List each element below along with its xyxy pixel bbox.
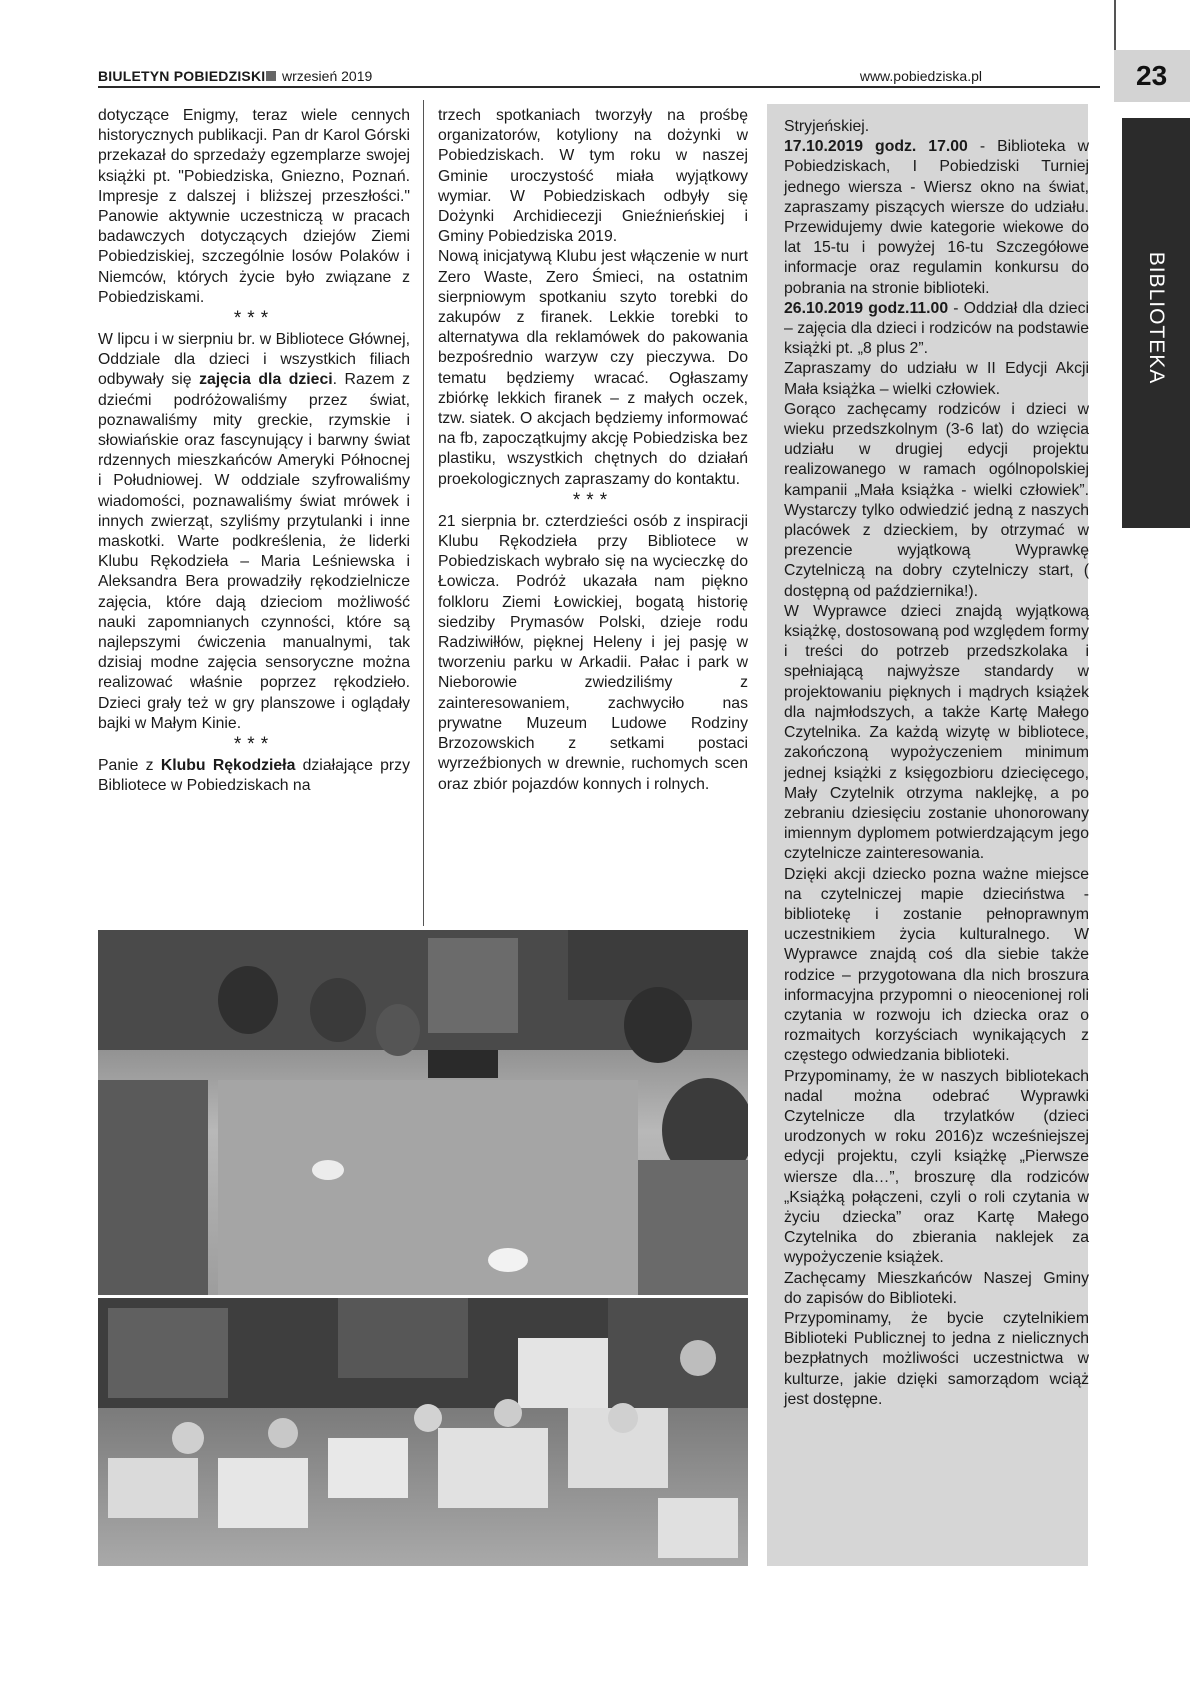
separator-stars: *** — [572, 489, 614, 511]
paragraph: Nową inicjatywą Klubu jest włączenie w nurt Zero Waste, Zero Śmieci, na ostatnim sierpniowym spotkaniu szyto torebki do zakupów z firanek. Lekkie torebki to alternatywa dla reklamówek do pakowania bezpośrednio warzyw czy pieczywa. Do tematu będziemy wracać. Ogłaszamy zbiórkę lekkich firanek – z małych oczek, tzw. siatek. O akcjach będziemy informować na fb, zapoczątkujmy akcję Pobiedziska bez plastiku, wszystkich chętnych do działań proekologicznych zapraszamy do kontaktu. — [438, 248, 748, 488]
article-column-1 — [98, 106, 410, 797]
photo-crafts-workshop — [98, 930, 748, 1295]
paragraph: Zachęcamy Mieszkańców Naszej Gminy do zapisów do Biblioteki. — [784, 1269, 1089, 1307]
page-number: 23 — [1136, 60, 1168, 91]
text-run: działające przy Bibliotece w Pobiedziskach na — [98, 757, 410, 795]
event-text: - Oddział dla dzieci – zajęcia dla dzieci i rodziców na podstawie książki pt. „8 plus 2”. — [784, 299, 1089, 358]
issue-date: wrzesień 2019 — [282, 68, 373, 84]
paragraph: Zapraszamy do udziału w II Edycji Akcji Mała książka – wielki człowiek. — [784, 360, 1089, 398]
event-date: 17.10.2019 godz. 17.00 — [784, 138, 968, 156]
paragraph: trzech spotkaniach tworzyły na prośbę organizatorów, kotyliony na dożynki w Pobiedziskach. W tym roku w naszej Gminie uroczystość miała wyjątkowy wymiar. W Pobiedziskach odbyły się Dożynki Archidiecezji Gnieźnieńskiej i Gminy Pobiedziska 2019. — [438, 107, 748, 246]
event-entry — [784, 299, 1089, 360]
paragraph: W Wyprawce dzieci znajdą wyjątkową książkę, dostosowaną pod względem formy i treści do potrzeb przedszkolaka i spełniającą najwyższe standardy w projektowaniu pięknych i mądrych książek dla najmłodszych, a także Kartę Małego Czytelnika. Za każdą wizytę w bibliotece, zakończoną wypożyczeniem minimum jednej książki z księgozbioru dziecięcego, Mały Czytelnik otrzyma naklejkę, a po zebraniu dziesięciu zostanie uhonorowany imiennym dyplomem potwierdzającym jego czytelnicze zainteresowania. — [784, 602, 1089, 863]
event-text: - Biblioteka w Pobiedziskach, I Pobiedziski Turniej jednego wiersza - Wiersz okno na świat, zapraszamy piszących wiersze do udziału. Przewidujemy dwie kategorie wiekowe do lat 15-tu i powyżej 16-tu Szczegółowe informacje oraz regulamin konkursu do pobrania na stronie biblioteki. — [784, 138, 1089, 297]
text-run: W lipcu i w sierpniu br. w Bibliotece Głównej, Oddziale dla dzieci i wszystkich filiach odbywały się — [98, 331, 410, 389]
header-rule — [98, 86, 1100, 88]
bold-phrase: Klubu Rękodzieła — [160, 757, 296, 775]
section-label: BIBLIOTEKA — [1145, 251, 1168, 385]
paragraph: Przypominamy, że w naszych bibliotekach nadal można odebrać Wyprawki Czytelnicze dla trzylatków (dzieci urodzonych w roku 2016)z wcześniejszej edycji projektu, czyli książkę „Pierwsze wiersze dla…”, broszurę dla rodziców „Książką połączeni, czyli o roli czytania w życiu dziecka” oraz Kartę Małego Czytelnika do zbierania naklejek za wypożyczenie książek. — [784, 1067, 1089, 1267]
article-column-3 — [768, 113, 1099, 1418]
event-entry — [784, 137, 1089, 299]
paragraph: Dzięki akcji dziecko pozna ważne miejsce na czytelniczej mapie dzieciństwa - bibliotekę i zostanie pełnoprawnym uczestnikiem życia kulturalnego. W Wyprawce znajdą coś dla siebie także rodzice – przygotowana dla nich broszura informacyjna przypomni o nieocenionej roli czytania w rozwoju ich dziecka oraz o rozmaitych korzyściach wynikających z częstego odwiedzania biblioteki. — [784, 865, 1089, 1065]
column-divider — [423, 100, 424, 926]
margin-rule — [1114, 0, 1116, 50]
photo-children-drawings-illustration — [98, 1298, 748, 1566]
paragraph: Przypominamy, że bycie czytelnikiem Biblioteki Publicznej to jedna z nielicznych bezpłatnych możliwości uczestnictwa w kulturze, jakie dzięki samorządom wciąż jest dostępne. — [784, 1309, 1089, 1408]
page-header — [98, 64, 1098, 86]
paragraph: Gorąco zachęcamy rodziców i dzieci w wieku przedszkolnym (3-6 lat) do wzięcia udziału w drugiej edycji projektu realizowanego w ramach ogólnopolskiej kampanii „Mała książka - wielki człowiek”. Wystarczy tylko odwiedzić jedną z naszych placówek z dzieckiem, by otrzymać w prezencie wyjątkową Wyprawkę Czytelniczą na dobry czytelniczy start, ( dostępną od października!). — [784, 400, 1089, 600]
separator-stars: *** — [233, 734, 275, 756]
paragraph: 21 sierpnia br. czterdzieści osób z inspiracji Klubu Rękodzieła przy Bibliotece w Pobiedziskach wybrało się na wycieczkę do Łowicza. Podróż ukazała nam piękno folkloru Ziemi Łowickiej, bogatą historię siedziby Prymasów Polski, dzieje rodu Radziwiłłów, pięknej Heleny i jej pasję w tworzeniu parku w Arkadii. Pałac i park w Nieborowie zwiedziliśmy z zainteresowaniem, zachwyciło nas prywatne Muzeum Ludowe Rodziny Brzozowskich z setkami postaci wyrzeźbionych w drewnie, ruchomych scen oraz zbiór pojazdów konnych i rolnych. — [438, 512, 748, 793]
paragraph: Stryjeńskiej. — [784, 118, 870, 135]
header-square-icon — [266, 71, 276, 81]
bold-phrase: zajęcia dla dzieci — [199, 371, 333, 389]
paragraph — [98, 330, 410, 734]
event-date: 26.10.2019 godz.11.00 — [784, 299, 949, 317]
article-column-2 — [438, 106, 748, 795]
photo-crafts-workshop-illustration — [98, 930, 748, 1295]
text-run: Panie z — [98, 757, 161, 775]
photo-children-drawings — [98, 1298, 748, 1566]
paragraph: dotyczące Enigmy, teraz wiele cennych historycznych publikacji. Pan dr Karol Górski przekazał do sprzedaży egzemplarze swojej książki pt. "Pobiedziska, Gniezno, Poznań. Impresje z dalszej i bliższej przeszłości." Panowie aktywnie uczestniczą w pracach badawczych dotyczących dziejów Ziemi Pobiedziskiej, szczególnie losów Polaków i Niemców, których życie było związane z Pobiedziskami. — [98, 107, 410, 306]
publication-title: BIULETYN POBIEDZISKI — [98, 68, 266, 84]
paragraph — [98, 756, 410, 796]
text-run: . Razem z dziećmi podróżowaliśmy przez świat, poznawaliśmy mity greckie, rzymskie i słowiańskie oraz fascynujący i barwny świat rdzennych mieszkańców Ameryki Północnej i Południowej. W oddziale szyfrowaliśmy wiadomości, poznawaliśmy świat mrówek i innych zwierząt, szyliśmy przytulanki i inne maskotki. Warte podkreślenia, że liderki Klubu Rękodzieła – Maria Leśniewska i Aleksandra Bera prowadziły rękodzielnicze zajęcia, które dają dzieciom możliwość nauki zapomnianych czynności, które są najlepszymi ćwiczenia manualnymi, tak dzisiaj modne zajęcia sensoryczne można realizować właśnie poprzez rękodzieło. Dzieci grały też w gry planszowe i oglądały bajki w Małym Kinie. — [98, 371, 410, 732]
separator-stars: *** — [233, 308, 275, 330]
website-link[interactable]: www.pobiedziska.pl — [859, 68, 982, 84]
